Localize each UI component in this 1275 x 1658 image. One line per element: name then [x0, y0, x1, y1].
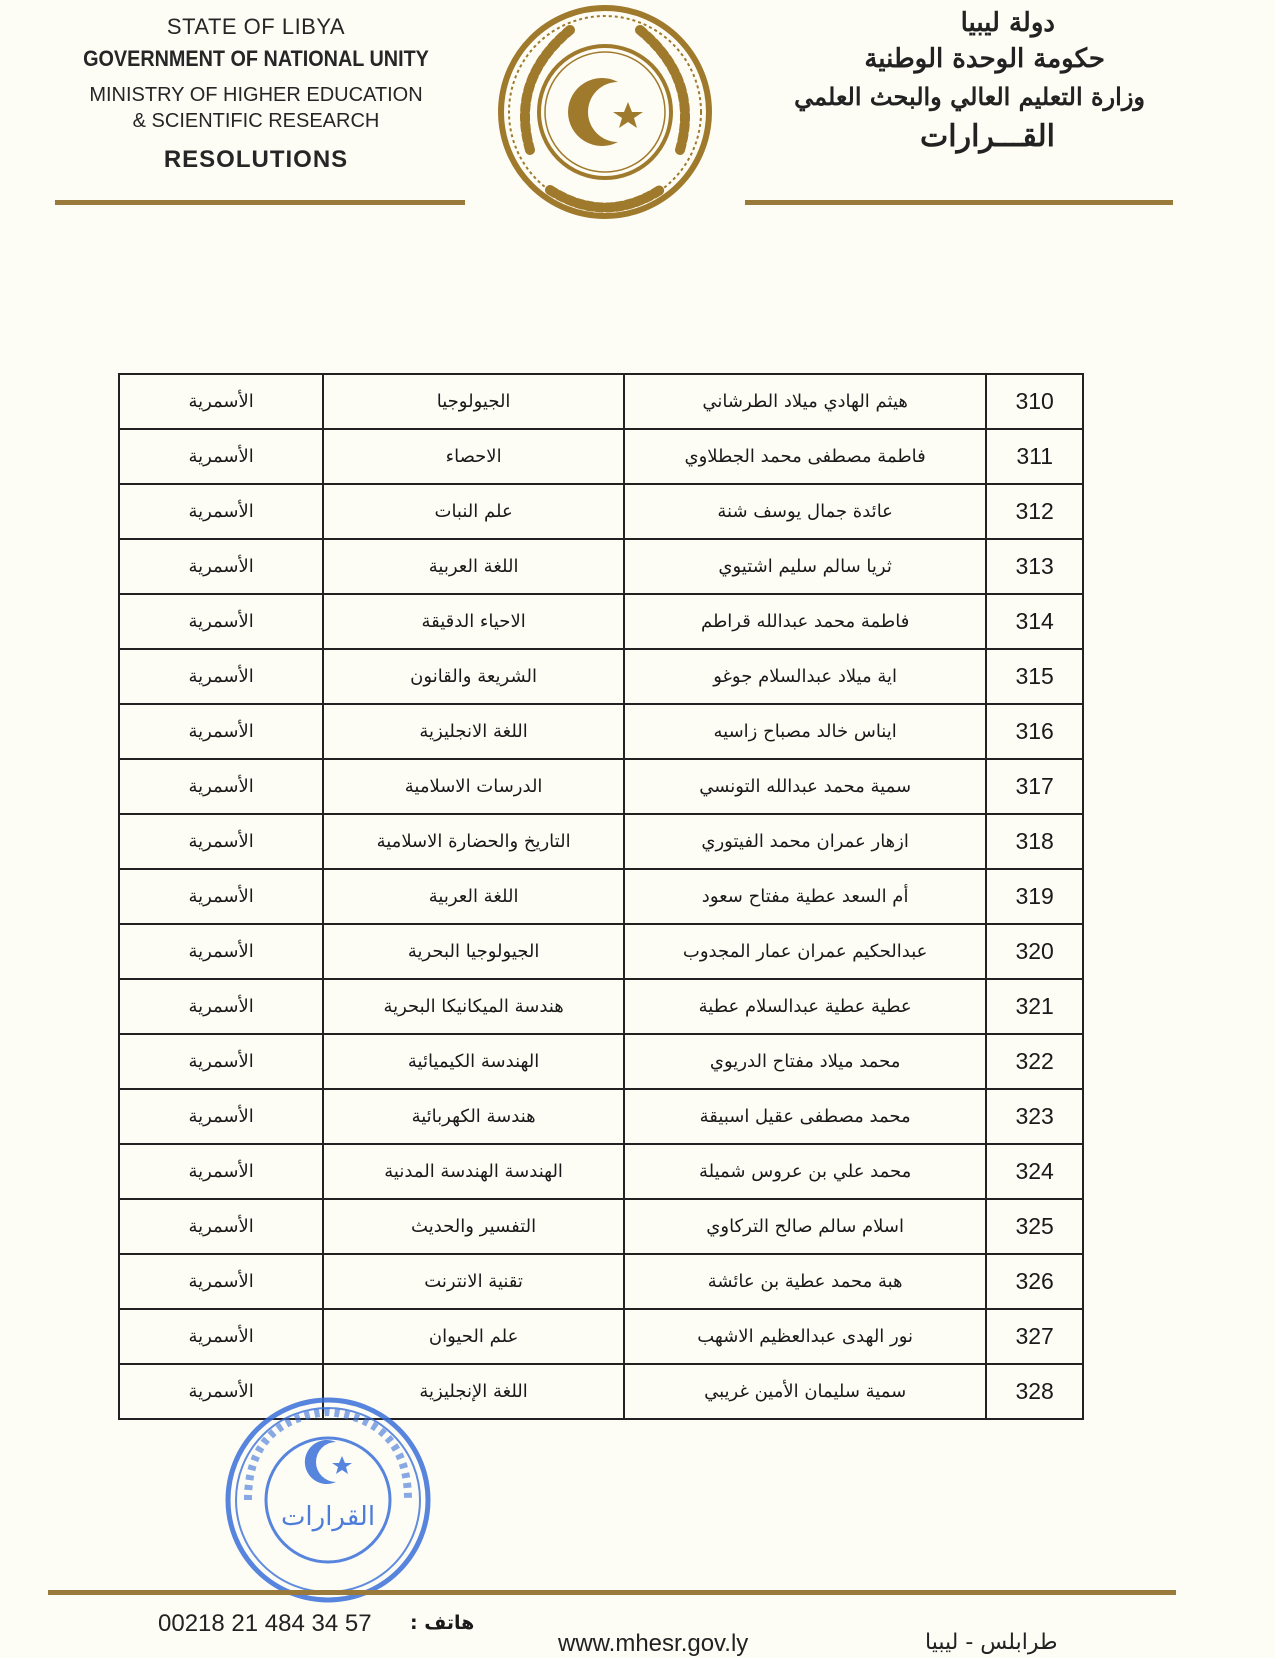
stamp-label: القرارات [280, 1502, 376, 1532]
row-university: الأسمرية [119, 869, 323, 924]
header-rule-right [745, 200, 1173, 205]
row-number: 313 [986, 539, 1083, 594]
row-major: هندسة الكهربائية [323, 1089, 624, 1144]
row-university: الأسمرية [119, 979, 323, 1034]
row-number: 317 [986, 759, 1083, 814]
row-name: سمية محمد عبدالله التونسي [624, 759, 986, 814]
table-row [119, 814, 1083, 869]
table-row [119, 1144, 1083, 1199]
header-government: GOVERNMENT OF NATIONAL UNITY [83, 46, 429, 71]
row-major: علم الحيوان [323, 1309, 624, 1364]
table-row [119, 979, 1083, 1034]
row-number: 315 [986, 649, 1083, 704]
ministry-seal-icon [490, 0, 720, 230]
row-major: التاريخ والحضارة الاسلامية [323, 814, 624, 869]
row-university: الأسمرية [119, 1254, 323, 1309]
row-number: 322 [986, 1034, 1083, 1089]
row-major: اللغة الانجليزية [323, 704, 624, 759]
row-university: الأسمرية [119, 1364, 323, 1419]
row-major: التفسير والحديث [323, 1199, 624, 1254]
header-government-ar: حكومة الوحدة الوطنية [864, 44, 1105, 74]
graduates-table [118, 373, 1084, 1420]
row-name: أم السعد عطية مفتاح سعود [624, 869, 986, 924]
resolutions-stamp-icon [218, 1390, 438, 1610]
table-row [119, 869, 1083, 924]
footer-city: طرابلس - ليبيا [925, 1630, 1058, 1655]
row-name: عطية عطية عبدالسلام عطية [624, 979, 986, 1034]
header-ministry-ar: وزارة التعليم العالي والبحث العلمي [794, 82, 1145, 111]
table-row [119, 539, 1083, 594]
row-university: الأسمرية [119, 1144, 323, 1199]
table-row [119, 1034, 1083, 1089]
row-name: هبة محمد عطية بن عائشة [624, 1254, 986, 1309]
header-ministry: MINISTRY OF HIGHER EDUCATION [89, 84, 423, 106]
footer-phone: 00218 21 484 34 57 [158, 1610, 372, 1637]
row-number: 328 [986, 1364, 1083, 1419]
row-number: 321 [986, 979, 1083, 1034]
table-row [119, 759, 1083, 814]
row-number: 316 [986, 704, 1083, 759]
row-name: محمد مصطفى عقيل اسبيقة [624, 1089, 986, 1144]
row-number: 323 [986, 1089, 1083, 1144]
table-row [119, 704, 1083, 759]
row-name: سمية سليمان الأمين غريبي [624, 1364, 986, 1419]
row-major: اللغة الإنجليزية [323, 1364, 624, 1419]
row-name: اية ميلاد عبدالسلام جوغو [624, 649, 986, 704]
row-name: ايناس خالد مصباح زاسيه [624, 704, 986, 759]
row-major: الاحصاء [323, 429, 624, 484]
footer-rule [48, 1590, 1176, 1595]
row-number: 318 [986, 814, 1083, 869]
row-name: فاطمة مصطفى محمد الجطلاوي [624, 429, 986, 484]
row-number: 311 [986, 429, 1083, 484]
row-major: الجيولوجيا البحرية [323, 924, 624, 979]
table-row [119, 649, 1083, 704]
header-arabic-block [725, 8, 1145, 154]
row-major: الهندسة الهندسة المدنية [323, 1144, 624, 1199]
row-university: الأسمرية [119, 759, 323, 814]
row-major: هندسة الميكانيكا البحرية [323, 979, 624, 1034]
header-state: STATE OF LIBYA [166, 14, 346, 39]
row-university: الأسمرية [119, 594, 323, 649]
row-university: الأسمرية [119, 484, 323, 539]
row-university: الأسمرية [119, 924, 323, 979]
row-major: اللغة العربية [323, 539, 624, 594]
row-university: الأسمرية [119, 704, 323, 759]
row-number: 312 [986, 484, 1083, 539]
table-row [119, 1254, 1083, 1309]
header-english-block [56, 14, 456, 174]
row-university: الأسمرية [119, 1309, 323, 1364]
row-university: الأسمرية [119, 1034, 323, 1089]
table-row [119, 374, 1083, 429]
row-major: علم النبات [323, 484, 624, 539]
row-university: الأسمرية [119, 1199, 323, 1254]
footer-website-link[interactable]: www.mhesr.gov.ly [558, 1630, 749, 1657]
row-major: الجيولوجيا [323, 374, 624, 429]
row-number: 320 [986, 924, 1083, 979]
table-row [119, 1309, 1083, 1364]
row-number: 319 [986, 869, 1083, 924]
row-number: 314 [986, 594, 1083, 649]
header-ministry-2: & SCIENTIFIC RESEARCH [132, 110, 380, 132]
row-name: عائدة جمال يوسف شنة [624, 484, 986, 539]
row-university: الأسمرية [119, 539, 323, 594]
row-name: محمد ميلاد مفتاح الدريوي [624, 1034, 986, 1089]
table-row [119, 484, 1083, 539]
row-major: تقنية الانترنت [323, 1254, 624, 1309]
row-number: 326 [986, 1254, 1083, 1309]
row-number: 324 [986, 1144, 1083, 1199]
row-university: الأسمرية [119, 1089, 323, 1144]
row-university: الأسمرية [119, 814, 323, 869]
row-university: الأسمرية [119, 429, 323, 484]
row-number: 325 [986, 1199, 1083, 1254]
row-major: الشريعة والقانون [323, 649, 624, 704]
footer-phone-label: هاتف : [410, 1612, 475, 1634]
row-name: هيثم الهادي ميلاد الطرشاني [624, 374, 986, 429]
row-major: اللغة العربية [323, 869, 624, 924]
row-name: عبدالحكيم عمران عمار المجدوب [624, 924, 986, 979]
row-university: الأسمرية [119, 374, 323, 429]
header-state-ar: دولة ليبيا [960, 8, 1055, 38]
table-row [119, 1199, 1083, 1254]
row-major: الدرسات الاسلامية [323, 759, 624, 814]
row-name: فاطمة محمد عبدالله قراطم [624, 594, 986, 649]
row-name: نور الهدى عبدالعظيم الاشهب [624, 1309, 986, 1364]
table-row [119, 924, 1083, 979]
row-major: الهندسة الكيميائية [323, 1034, 624, 1089]
header-resolutions-ar: القـــرارات [920, 119, 1055, 154]
table-row [119, 594, 1083, 649]
row-major: الاحياء الدقيقة [323, 594, 624, 649]
header-rule-left [55, 200, 465, 205]
table-row [119, 1089, 1083, 1144]
row-number: 327 [986, 1309, 1083, 1364]
table-row [119, 429, 1083, 484]
row-name: ثريا سالم سليم اشتيوي [624, 539, 986, 594]
row-name: اسلام سالم صالح التركاوي [624, 1199, 986, 1254]
row-university: الأسمرية [119, 649, 323, 704]
header-resolutions: RESOLUTIONS [163, 146, 349, 173]
row-name: ازهار عمران محمد الفيتوري [624, 814, 986, 869]
row-number: 310 [986, 374, 1083, 429]
row-name: محمد علي بن عروس شميلة [624, 1144, 986, 1199]
